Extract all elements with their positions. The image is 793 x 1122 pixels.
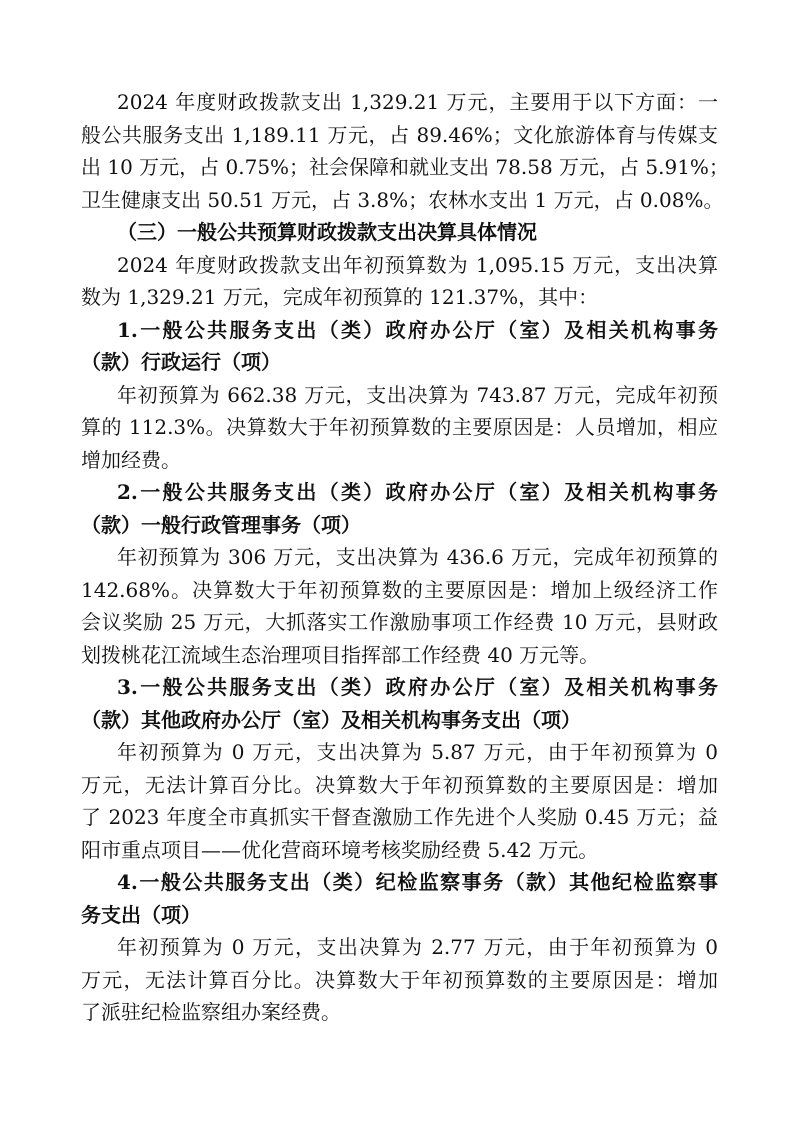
text-line: 3.一般公共服务支出（类）政府办公厅（室）及相关机构事务 bbox=[117, 675, 718, 699]
text-line: 数为 1,329.21 万元，完成年初预算的 121.37%，其中： bbox=[81, 285, 599, 309]
text-line: 2.一般公共服务支出（类）政府办公厅（室）及相关机构事务 bbox=[117, 480, 718, 504]
text-line: （款）其他政府办公厅（室）及相关机构事务支出（项） bbox=[81, 707, 581, 732]
paragraph bbox=[81, 86, 729, 216]
text-line: 阳市重点项目——优化营商环境考核奖励经费 5.42 万元。 bbox=[81, 837, 599, 862]
text-line: 会议奖励 25 万元，大抓落实工作激励事项工作经费 10 万元，县财政 bbox=[81, 610, 718, 634]
paragraph bbox=[81, 379, 718, 477]
text-line: 出 10 万元，占 0.75%；社会保障和就业支出 78.58 万元，占 5.91%； bbox=[81, 155, 729, 179]
text-line: 年初预算为 0 万元，支出决算为 5.87 万元，由于年初预算为 0 bbox=[117, 740, 718, 764]
section-heading bbox=[81, 866, 718, 931]
text-line: （款）一般行政管理事务（项） bbox=[81, 512, 361, 537]
paragraph bbox=[81, 736, 718, 866]
text-line: 年初预算为 306 万元，支出决算为 436.6 万元，完成年初预算的 bbox=[117, 545, 718, 569]
document-page bbox=[81, 86, 729, 1029]
section-heading bbox=[81, 314, 718, 379]
paragraph bbox=[81, 249, 718, 314]
text-line: 年初预算为 0 万元，支出决算为 2.77 万元，由于年初预算为 0 bbox=[117, 935, 718, 959]
section-heading bbox=[81, 216, 718, 249]
text-line: 了派驻纪检监察组办案经费。 bbox=[81, 1000, 341, 1024]
text-line: 2024 年度财政拨款支出年初预算数为 1,095.15 万元，支出决算 bbox=[117, 252, 718, 277]
text-line: 万元，无法计算百分比。决算数大于年初预算数的主要原因是：增加 bbox=[81, 967, 718, 992]
text-line: 般公共服务支出 1,189.11 万元，占 89.46%；文化旅游体育与传媒支 bbox=[81, 122, 718, 147]
text-line: 增加经费。 bbox=[81, 447, 181, 472]
text-line: 了 2023 年度全市真抓实干督查激励工作先进个人奖励 0.45 万元；益 bbox=[81, 805, 718, 829]
text-line: 142.68%。决算数大于年初预算数的主要原因是：增加上级经济工作 bbox=[81, 577, 718, 602]
section-heading bbox=[81, 476, 718, 541]
section-heading bbox=[81, 671, 718, 736]
text-line: 1.一般公共服务支出（类）政府办公厅（室）及相关机构事务 bbox=[117, 317, 718, 342]
text-line: 万元，无法计算百分比。决算数大于年初预算数的主要原因是：增加 bbox=[81, 772, 718, 797]
text-line: 划拨桃花江流域生态治理项目指挥部工作经费 40 万元等。 bbox=[81, 642, 600, 667]
text-line: （三）一般公共预算财政拨款支出决算具体情况 bbox=[117, 220, 537, 244]
text-line: 算的 112.3%。决算数大于年初预算数的主要原因是：人员增加，相应 bbox=[81, 415, 718, 439]
paragraph bbox=[81, 541, 718, 671]
text-line: 卫生健康支出 50.51 万元，占 3.8%；农林水支出 1 万元，占 0.08%。 bbox=[81, 187, 724, 212]
paragraph bbox=[81, 931, 718, 1029]
text-line: 年初预算为 662.38 万元，支出决算为 743.87 万元，完成年初预 bbox=[117, 382, 718, 407]
text-line: 务支出（项） bbox=[81, 902, 201, 927]
text-line: 2024 年度财政拨款支出 1,329.21 万元，主要用于以下方面：一 bbox=[117, 90, 718, 114]
text-line: （款）行政运行（项） bbox=[81, 350, 281, 374]
text-line: 4.一般公共服务支出（类）纪检监察事务（款）其他纪检监察事 bbox=[117, 870, 718, 894]
